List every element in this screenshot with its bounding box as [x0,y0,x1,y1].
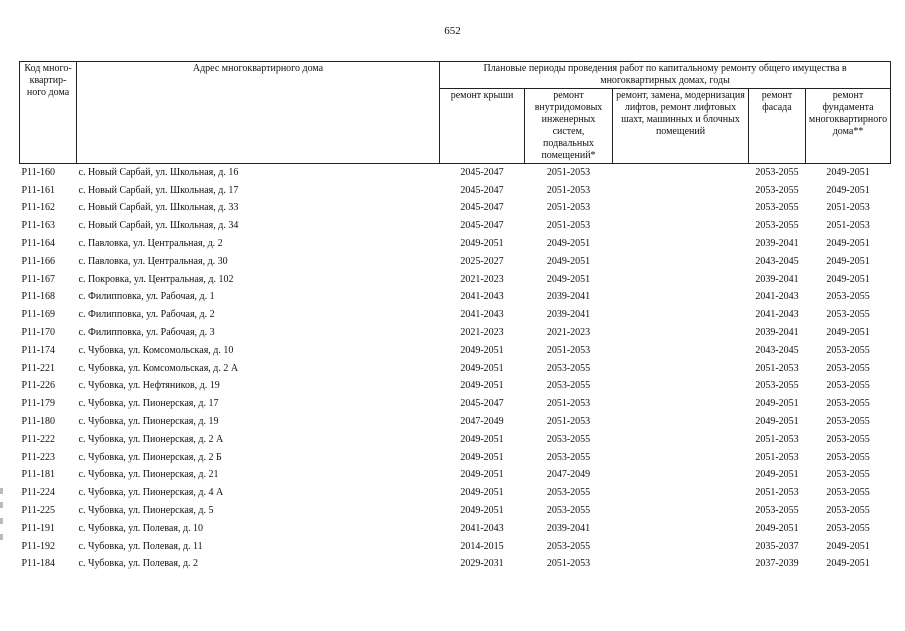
cell-foundation: 2049-2051 [826,540,870,552]
cell-facade: 2049-2051 [755,416,799,428]
cell-facade: 2053-2055 [755,184,799,196]
cell-lifts [613,360,749,378]
cell-lifts [613,342,749,360]
table-row [20,556,891,574]
table-row [20,413,891,431]
cell-facade: 2051-2053 [755,362,799,374]
cell-engineering: 2039-2041 [546,522,591,534]
cell-roof: 2041-2043 [460,309,504,321]
cell-lifts [613,164,749,182]
table-row [20,467,891,485]
cell-lifts [613,556,749,574]
cell-foundation: 2053-2055 [826,451,870,463]
cell-address: с. Чубовка, ул. Полевая, д. 10 [78,522,204,534]
cell-address: с. Чубовка, ул. Пионерская, д. 2 А [78,433,224,445]
cell-code: P11-179 [21,398,56,410]
table-row [20,378,891,396]
cell-lifts [613,520,749,538]
cell-engineering: 2051-2053 [546,558,591,570]
cell-code: P11-191 [21,522,56,534]
cell-engineering: 2053-2055 [546,487,591,499]
cell-foundation: 2053-2055 [826,344,870,356]
table-body [20,164,891,574]
cell-foundation: 2053-2055 [826,522,870,534]
cell-roof: 2041-2043 [460,291,504,303]
cell-code: P11-174 [21,344,56,356]
cell-roof: 2021-2023 [460,327,504,339]
cell-code: P11-170 [21,327,56,339]
cell-lifts [613,449,749,467]
cell-code: P11-167 [21,273,56,285]
cell-code: P11-164 [21,238,56,250]
cell-lifts [613,413,749,431]
cell-foundation: 2049-2051 [826,273,870,285]
cell-lifts [613,200,749,218]
cell-code: P11-225 [21,505,56,517]
table-row [20,342,891,360]
cell-roof: 2049-2051 [460,451,504,463]
scan-artifact [0,502,3,508]
cell-facade: 2053-2055 [755,505,799,517]
table-row [20,360,891,378]
cell-facade: 2039-2041 [755,238,799,250]
cell-roof: 2049-2051 [460,487,504,499]
cell-lifts [613,324,749,342]
cell-engineering: 2039-2041 [546,291,591,303]
cell-address: с. Чубовка, ул. Пионерская, д. 5 [78,505,214,517]
cell-foundation: 2053-2055 [826,309,870,321]
cell-address: с. Чубовка, ул. Полевая, д. 11 [78,540,203,552]
scan-artifact [0,534,3,540]
cell-foundation: 2049-2051 [826,327,870,339]
cell-address: с. Павловка, ул. Центральная, д. 30 [78,255,228,267]
cell-roof: 2045-2047 [460,202,504,214]
cell-roof: 2045-2047 [460,184,504,196]
cell-code: P11-180 [21,416,56,428]
header-foundation: ремонт фундамента многоквартирного дома** [806,89,891,164]
cell-facade: 2043-2045 [755,255,799,267]
cell-foundation: 2053-2055 [826,416,870,428]
capital-repair-table [19,61,891,573]
table-row [20,449,891,467]
cell-foundation: 2049-2051 [826,558,870,570]
cell-engineering: 2053-2055 [546,505,591,517]
cell-lifts [613,538,749,556]
cell-facade: 2039-2041 [755,327,799,339]
cell-lifts [613,467,749,485]
cell-address: с. Покровка, ул. Центральная, д. 102 [78,273,234,285]
cell-facade: 2039-2041 [755,273,799,285]
cell-engineering: 2047-2049 [546,469,591,481]
cell-address: с. Новый Сарбай, ул. Школьная, д. 34 [78,220,239,232]
cell-code: P11-163 [21,220,56,232]
cell-facade: 2053-2055 [755,380,799,392]
table-row [20,306,891,324]
cell-roof: 2045-2047 [460,398,504,410]
cell-engineering: 2053-2055 [546,451,591,463]
table-row [20,395,891,413]
cell-code: P11-162 [21,202,56,214]
table-row [20,324,891,342]
cell-roof: 2014-2015 [460,540,504,552]
cell-address: с. Чубовка, ул. Пионерская, д. 17 [78,398,219,410]
cell-foundation: 2053-2055 [826,505,870,517]
cell-roof: 2049-2051 [460,469,504,481]
cell-foundation: 2053-2055 [826,362,870,374]
header-address: Адрес многоквартирного дома [77,62,440,164]
cell-foundation: 2051-2053 [826,220,870,232]
cell-facade: 2053-2055 [755,166,799,178]
cell-roof: 2047-2049 [460,416,504,428]
cell-roof: 2029-2031 [460,558,504,570]
cell-facade: 2051-2053 [755,451,799,463]
cell-address: с. Чубовка, ул. Комсомольская, д. 10 [78,344,234,356]
cell-foundation: 2053-2055 [826,433,870,445]
scan-artifact [0,488,3,494]
table-row [20,538,891,556]
cell-code: P11-181 [21,469,56,481]
cell-address: с. Чубовка, ул. Пионерская, д. 4 А [78,487,224,499]
cell-roof: 2049-2051 [460,433,504,445]
cell-code: P11-166 [21,255,56,267]
cell-code: P11-224 [21,487,56,499]
cell-code: P11-168 [21,291,56,303]
cell-code: P11-169 [21,309,56,321]
cell-engineering: 2051-2053 [546,184,591,196]
cell-lifts [613,502,749,520]
cell-roof: 2025-2027 [460,255,504,267]
cell-engineering: 2051-2053 [546,398,591,410]
cell-engineering: 2049-2051 [546,238,591,250]
cell-facade: 2037-2039 [755,558,799,570]
cell-engineering: 2049-2051 [546,273,591,285]
header-engineering: ремонт внутридомовых инженерных систем, подвальных помещений* [525,89,613,164]
cell-lifts [613,378,749,396]
cell-engineering: 2051-2053 [546,166,591,178]
cell-address: с. Новый Сарбай, ул. Школьная, д. 17 [78,184,239,196]
cell-lifts [613,253,749,271]
table-row [20,253,891,271]
header-roof: ремонт крыши [440,89,525,164]
header-periods: Плановые периоды проведения работ по капитальному ремонту общего имущества в многоквартирных домах, годы [440,62,891,89]
cell-code: P11-192 [21,540,56,552]
cell-address: с. Чубовка, ул. Нефтяников, д. 19 [78,380,220,392]
cell-facade: 2051-2053 [755,487,799,499]
scan-artifact [0,518,3,524]
table-row [20,235,891,253]
cell-foundation: 2053-2055 [826,469,870,481]
cell-roof: 2045-2047 [460,220,504,232]
table-row [20,502,891,520]
table-row [20,431,891,449]
table-row [20,200,891,218]
cell-roof: 2041-2043 [460,522,504,534]
cell-code: P11-223 [21,451,56,463]
cell-roof: 2049-2051 [460,505,504,517]
table-row [20,271,891,289]
cell-engineering: 2051-2053 [546,344,591,356]
cell-code: P11-184 [21,558,56,570]
cell-engineering: 2053-2055 [546,380,591,392]
cell-engineering: 2053-2055 [546,540,591,552]
cell-facade: 2035-2037 [755,540,799,552]
cell-engineering: 2039-2041 [546,309,591,321]
cell-engineering: 2053-2055 [546,433,591,445]
cell-address: с. Павловка, ул. Центральная, д. 2 [78,238,223,250]
cell-engineering: 2053-2055 [546,362,591,374]
cell-roof: 2049-2051 [460,344,504,356]
header-lifts: ремонт, замена, модернизация лифтов, ремонт лифтовых шахт, машинных и блочных помещений [613,89,749,164]
cell-roof: 2049-2051 [460,362,504,374]
cell-engineering: 2051-2053 [546,416,591,428]
cell-address: с. Филипповка, ул. Рабочая, д. 2 [78,309,215,321]
table-header [20,62,891,164]
cell-address: с. Новый Сарбай, ул. Школьная, д. 16 [78,166,239,178]
cell-address: с. Чубовка, ул. Полевая, д. 2 [78,558,199,570]
cell-address: с. Чубовка, ул. Пионерская, д. 21 [78,469,219,481]
cell-lifts [613,217,749,235]
cell-facade: 2041-2043 [755,309,799,321]
cell-engineering: 2051-2053 [546,202,591,214]
cell-roof: 2021-2023 [460,273,504,285]
cell-code: P11-160 [21,166,56,178]
cell-engineering: 2021-2023 [546,327,591,339]
cell-lifts [613,484,749,502]
table-row [20,484,891,502]
cell-facade: 2051-2053 [755,433,799,445]
cell-foundation: 2049-2051 [826,184,870,196]
cell-lifts [613,235,749,253]
cell-lifts [613,182,749,200]
table-row [20,289,891,307]
cell-lifts [613,289,749,307]
cell-address: с. Чубовка, ул. Комсомольская, д. 2 А [78,362,239,374]
cell-foundation: 2051-2053 [826,202,870,214]
cell-roof: 2049-2051 [460,380,504,392]
cell-facade: 2041-2043 [755,291,799,303]
cell-foundation: 2053-2055 [826,291,870,303]
cell-address: с. Новый Сарбай, ул. Школьная, д. 33 [78,202,239,214]
cell-facade: 2049-2051 [755,398,799,410]
cell-foundation: 2049-2051 [826,255,870,267]
cell-lifts [613,306,749,324]
cell-roof: 2049-2051 [460,238,504,250]
header-facade: ремонт фасада [749,89,806,164]
cell-lifts [613,431,749,449]
cell-address: с. Филипповка, ул. Рабочая, д. 3 [78,327,215,339]
cell-engineering: 2051-2053 [546,220,591,232]
table-row [20,164,891,182]
cell-address: с. Чубовка, ул. Пионерская, д. 2 Б [78,451,222,463]
cell-foundation: 2053-2055 [826,380,870,392]
cell-lifts [613,395,749,413]
cell-foundation: 2053-2055 [826,487,870,499]
table-row [20,520,891,538]
cell-address: с. Филипповка, ул. Рабочая, д. 1 [78,291,215,303]
page-number: 652 [444,25,461,37]
cell-foundation: 2053-2055 [826,398,870,410]
cell-facade: 2043-2045 [755,344,799,356]
cell-facade: 2053-2055 [755,202,799,214]
cell-engineering: 2049-2051 [546,255,591,267]
cell-code: P11-221 [21,362,56,374]
cell-code: P11-226 [21,380,56,392]
cell-code: P11-222 [21,433,56,445]
cell-foundation: 2049-2051 [826,166,870,178]
cell-lifts [613,271,749,289]
cell-address: с. Чубовка, ул. Пионерская, д. 19 [78,416,219,428]
cell-facade: 2049-2051 [755,522,799,534]
cell-code: P11-161 [21,184,56,196]
table-row [20,217,891,235]
cell-roof: 2045-2047 [460,166,504,178]
cell-facade: 2049-2051 [755,469,799,481]
header-code: Код много-квартир-ного дома [20,62,77,164]
cell-facade: 2053-2055 [755,220,799,232]
table-row [20,182,891,200]
cell-foundation: 2049-2051 [826,238,870,250]
